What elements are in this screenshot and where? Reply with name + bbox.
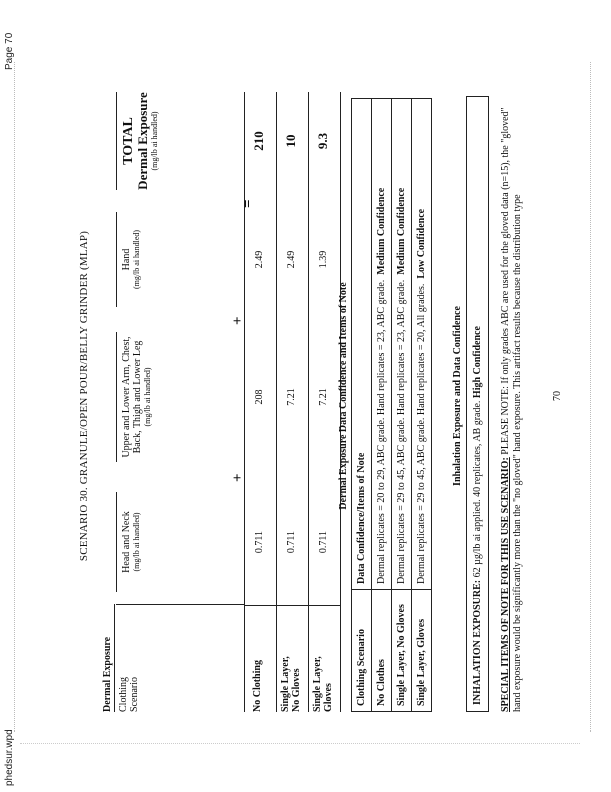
clothing-scenario-header: Clothing Scenario — [352, 590, 372, 712]
hand-cell: 2.49 — [254, 250, 265, 269]
scenario-cell: No Clothing — [252, 660, 263, 712]
scan-edge — [590, 62, 591, 732]
inhalation-caption: Inhalation Exposure and Data Confidence — [452, 306, 463, 486]
body-label: Upper and Lower Arm, Chest, Back, Thigh and Lower Leg — [121, 336, 143, 458]
head-neck-label: Head and Neck — [121, 511, 132, 573]
dermal-exposure-table — [102, 92, 340, 712]
total-label: TOTAL — [121, 117, 136, 165]
hand-cell: 1.39 — [318, 250, 329, 269]
scenario-title: SCENARIO 30. GRANULE/OPEN POUR/BELLY GRINDER (MLAP) — [78, 230, 90, 562]
head-neck-cell: 0.711 — [286, 530, 297, 554]
head-neck-cell: 0.711 — [318, 530, 329, 554]
total-units: (mg/lb ai handled) — [150, 111, 159, 171]
special-items-note — [500, 92, 524, 712]
head-neck-header — [116, 492, 141, 592]
confidence-level: Low Confidence — [416, 208, 427, 279]
table-header-row — [352, 99, 372, 712]
confidence-table-caption: Dermal Exposure Data Confidence and Items of Note — [338, 282, 349, 510]
table-row — [412, 99, 432, 712]
confidence-header: Data Confidence/Items of Note — [352, 99, 372, 590]
hand-cell: 2.49 — [286, 250, 297, 269]
exposure-table-header — [102, 92, 244, 712]
scan-edge — [20, 743, 580, 744]
table-row — [276, 92, 308, 712]
clothing-scenario-header: Clothing Scenario — [118, 676, 140, 712]
body-cell: 7.21 — [318, 388, 329, 406]
hand-label: Hand — [121, 248, 132, 271]
note-cell — [412, 99, 432, 590]
body-cell: 208 — [254, 389, 265, 405]
footer-page-number: 70 — [552, 391, 563, 401]
table-row — [308, 92, 340, 712]
scan-edge — [14, 62, 15, 732]
total-header — [116, 92, 159, 190]
body-header — [116, 332, 152, 462]
table-row — [372, 99, 392, 712]
total-cell: 210 — [251, 131, 266, 151]
column-divider — [116, 604, 244, 605]
scenario-cell: Single Layer, Gloves — [412, 590, 432, 712]
note-cell — [392, 99, 412, 590]
confidence-level: Medium Confidence — [396, 187, 407, 275]
confidence-table — [351, 98, 432, 712]
hand-units: (mg/lb ai handled) — [132, 229, 141, 290]
note-text: Dermal replicates = 29 to 45, ABC grade. Hand replicates = 23, ABC grade. — [396, 279, 407, 584]
body-units: (mg/lb ai handled) — [143, 367, 152, 427]
body-cell: 7.21 — [286, 388, 297, 406]
special-items-text: PLEASE NOTE: If only grades ABC are used for the gloved data (n=15), the "gloved" hand exposure would be significantly more than the "no gloved" hand exposure. This artifact results because the distribution type — [500, 107, 523, 712]
scenario-cell: Single Layer, Gloves — [312, 656, 334, 712]
confidence-level: Medium Confidence — [376, 187, 387, 275]
table-row — [392, 99, 412, 712]
table-row — [240, 92, 276, 712]
equals-operator: = — [240, 199, 256, 208]
inhalation-confidence: High Confidence — [472, 326, 483, 399]
total-sublabel: Dermal Exposure — [135, 92, 150, 190]
inhalation-box — [466, 96, 489, 712]
plus-operator: + — [230, 473, 246, 482]
group-label: Dermal Exposure — [102, 604, 115, 712]
scenario-cell: Single Layer, No Gloves — [280, 656, 302, 712]
page-number-label: Page 70 — [4, 32, 15, 70]
inhalation-text: 62 µg/lb ai applied. 40 replicates, AB grade. — [472, 398, 483, 580]
plus-operator: + — [230, 316, 246, 325]
scenario-column-header — [102, 604, 140, 712]
note-text: Dermal replicates = 29 to 45, ABC grade. Hand replicates = 20, All grades. — [416, 283, 427, 584]
scenario-cell: Single Layer, No Gloves — [392, 590, 412, 712]
total-cell: 10 — [283, 134, 298, 148]
head-neck-units: (mg/lb ai handled) — [132, 512, 141, 572]
hand-header — [116, 212, 141, 307]
scenario-cell: No Clothes — [372, 590, 392, 712]
total-cell: 9.3 — [315, 132, 330, 150]
special-items-lead: SPECIAL ITEMS OF NOTE FOR THIS USE SCENARIO: — [500, 457, 511, 712]
filename-label: phedsur.wpd — [4, 729, 15, 786]
note-cell — [372, 99, 392, 590]
note-text: Dermal replicates = 20 to 29, ABC grade. Hand replicates = 23, ABC grade. — [376, 279, 387, 584]
head-neck-cell: 0.711 — [254, 530, 265, 554]
inhalation-lead: INHALATION EXPOSURE: — [472, 579, 483, 705]
